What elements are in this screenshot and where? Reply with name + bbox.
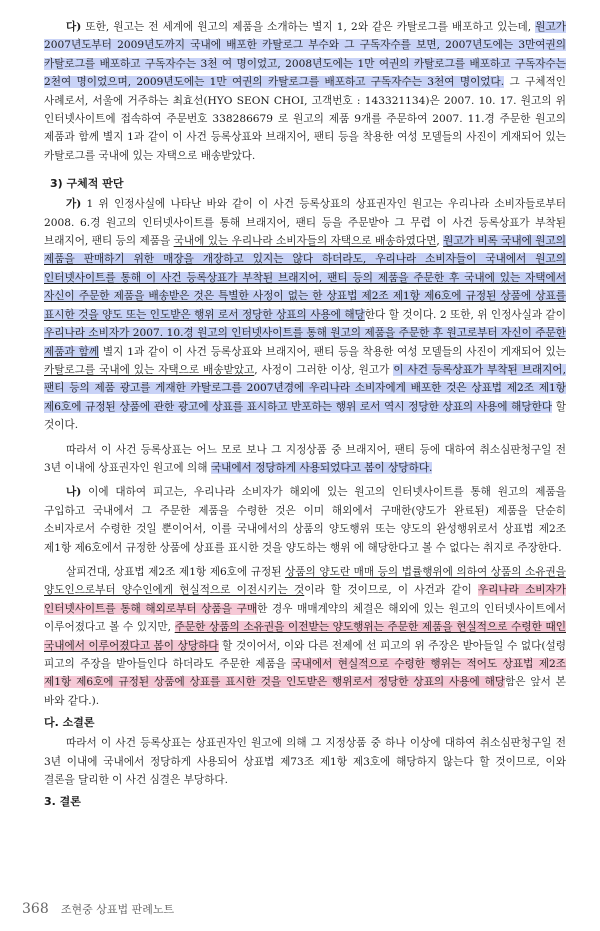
item-marker: 나) [66, 486, 82, 499]
paragraph-sub-conclusion: 따라서 이 사건 등록상표는 상표권자인 원고에 의해 그 지정상품 중 하나 이상에 대하여 취소심판청구일 전 3년 이내에 국내에서 정당하게 사용되어 상표법 제73조 제1항 제3호에 해당하지 않는다 할 것이므로, 이와 결론을 달리한 이 사건 심결은 부당하다. [44, 737, 566, 787]
paragraph-judgment-ga: 가) 1 위 인정사실에 나타난 바와 같이 이 사건 등록상표의 상표권자인 원고는 우리나라 소비자들로부터 2008. 6.경 원고의 인터넷사이트를 통해 브래지어, 팬티 등을 주문받아 그 무렵 이 사건 등록상표가 부착된 브래지어, 팬티 등의 제품을 국내에 있는 우리나라 소비자들의 자택으로 배송하였다면, 원고가 비록 국내에 원고의 제품을 판매하기 위한 매장을 개장하고 있지는 않다 하더라도, 우리나라 소비자들이 국내에서 원고의 인터넷사이트를 통해 이 사건 등록상표가 부착된 브래지어, 팬티 등의 제품을 주문한 후 국내에 있는 자택에서 자신이 주문한 제품을 배송받은 것은 특별한 사정이 없는 한 상표법 제2조 제1항 제6호에 규정된 상품에 상표를 표시한 것을 양도 또는 인도받은 행위 로서 정당한 상표의 사용에 해당한다 할 것이다. 2 또한, 위 인정사실과 같이 우리나라 소비자가 2007. 10.경 원고의 인터넷사이트를 통해 원고의 제품을 주문한 후 원고로부터 자신이 주문한 제품과 함께 별지 1과 같이 이 사건 등록상표와 브래지어, 팬티 등을 착용한 여성 모델들의 사진이 게재되어 있는 카탈로그를 국내에 있는 자택으로 배송받았고, 사정이 그러한 이상, 원고가 이 사건 등록상표가 부착된 브래지어, 팬티 등의 제품 광고를 게재한 카탈로그를 2007년경에 우리나라 소비자에게 배포한 것은 상표법 제2조 제1항 제6호에 규정된 상품에 관한 광고에 상표를 표시하고 반포하는 행위 로서 역시 정당한 상표의 사용에 해당한다 할 것이다. [44, 198, 567, 432]
highlight-pink: 국내에서 현실적으로 수령한 행위는 적어도 상표법 제2조 제1항 제6호에 규정된 상품에 상표를 표시한 것을 인도받은 행위로서 정당한 상표의 사용에 해당 [44, 658, 566, 689]
underline-text: 카탈로그를 국내에 있는 자택으로 배송받았고 [44, 363, 255, 376]
underline-text: 상품의 양도란 매매 등의 법률행위에 의하여 상품의 소유권을 양도인으로부터 양수인에게 현실적으로 이전시키는 것 [44, 565, 566, 597]
item-marker: 가) [66, 198, 82, 211]
paragraph-examination: 살피건대, 상표법 제2조 제1항 제6호에 규정된 상품의 양도란 매매 등의 법률행위에 의하여 상품의 소유권을 양도인으로부터 양수인에게 현실적으로 이전시키는 것이라 할 것이므로, 이 사건과 같이 우리나라 소비자가 인터넷사이트를 통해 해외로부터 상품을 구매한 경우 매매계약의 체결은 해외에 있는 원고의 인터넷사이트에서 이루어졌다고 볼 수 있지만, 주문한 상품의 소유권을 이전받는 양도행위는 주문한 제품을 현실적으로 수령한 때인 국내에서 이루어졌다고 봄이 상당하다 할 것이어서, 이와 다른 전제에 선 피고의 위 주장은 받아들일 수 없다(설령 피고의 주장을 받아들인다 하더라도 주문한 제품을 국내에서 현실적으로 수령한 행위는 적어도 상표법 제2조 제1항 제6호에 규정된 상품에 상표를 표시한 것을 인도받은 행위로서 정당한 상표의 사용에 해당함은 앞서 본 바와 같다.). [44, 565, 567, 707]
paragraph-defendant-claim: 나) 이에 대하여 피고는, 우리나라 소비자가 해외에 있는 원고의 인터넷사이트를 통해 원고의 제품을 구입하고 국내에서 그 주문한 제품을 수령한 것은 이미 해외에서 구매한(양도가 완료된) 제품을 단순히 소비자로서 수령한 것일 뿐이어서, 이를 국내에서의 상품의 양도행위 또는 양도의 완성행위로서 상표법 제2조 제1항 제6호에서 규정한 상품에 상표를 표시한 것을 양도하는 행위 에 해당한다고 볼 수 없다는 취지로 주장한다. [44, 486, 566, 554]
underline-text: 국내에 있는 우리나라 소비자들의 자택으로 배송하였다면 [173, 235, 437, 248]
highlight-blue: 원고가 비록 국내에 원고의 제품을 판매하기 위한 매장을 개장하고 있지는 않다 하더라도, 우리나라 소비자들이 국내에서 원고의 인터넷사이트를 통해 이 사건 등록상표가 부착된 브래지어, 팬티 등의 제품을 주문한 후 국내에 있는 자택에서 자신이 주문한 제품을 배송받은 것은 특별한 사정이 없는 한 상표법 제2조 제1항 제6호에 규정된 상품에 상표를 표시한 것을 양도 또는 인도받은 행위 로서 정당한 상표의 사용에 해당 [44, 235, 566, 321]
paragraph-catalog-distribution: 다) 또한, 원고는 전 세계에 원고의 제품을 소개하는 별지 1, 2와 같은 카탈로그를 배포하고 있는데, 원고가 2007년도부터 2009년도까지 국내에 배포한 카탈로그 부수와 그 구독자수를 보면, 2007년도에는 3만여권의 카탈로그를 배포하고 구독자수는 3천 여 명이었고, 2008년도에는 1만 여권의 카탈로그를 배포하고 구독자수는 2천여 명이었으며, 2009년도에는 1만 여권의 카탈로그를 배포하고 구독자수는 3천여 명이었다. 그 구체적인 사례로서, 서울에 거주하는 최효선(HYO SEON CHOI, 고객번호 : 143321134)은 2007. 10. 17. 원고의 위 인터넷사이트에 접속하여 주문번호 338286679 로 원고의 제품 9개를 주문하여 2007. 11.경 주문한 원고의 제품과 함께 별지 1과 같이 이 사건 등록상표와 브래지어, 팬티 등을 착용한 여성 모델들의 사진이 게재되어 있는 카탈로그를 국내에 있는 자택으로 배송받았다. [44, 21, 566, 162]
book-title: 조현중 상표법 판례노트 [60, 903, 175, 916]
section-heading-conclusion: 3. 결론 [44, 795, 81, 809]
highlight-pink: 우리나라 소비자가 인터넷사이트를 통해 해외로부터 상품을 구매 [44, 584, 567, 615]
item-marker: 다) [66, 21, 82, 33]
highlight-blue: 우리나라 소비자가 2007. 10.경 원고의 인터넷사이트를 통해 원고의 제품을 주문한 후 원고로부터 자신이 주문한 제품과 함께 [44, 327, 566, 358]
section-heading-specific-judgment: 3) 구체적 판단 [50, 177, 124, 191]
highlight-blue: 원고가 2007년도부터 2009년도까지 국내에 배포한 카탈로그 부수와 그 구독자수를 보면, 2007년도에는 3만여권의 카탈로그를 배포하고 구독자수는 3천 여 명이었고, 2008년도에는 1만 여권의 카탈로그를 배포하고 구독자수는 2천여 명이었으며, 2009년도에는 1만 여권의 카탈로그를 배포하고 구독자수는 3천여 명이었다. [44, 21, 566, 89]
highlight-blue: 국내에서 정당하게 사용되었다고 봄이 상당하다. [210, 461, 433, 474]
highlight-blue: 이 사건 등록상표가 부착된 브래지어, 팬티 등의 제품 광고를 게재한 카탈로그를 2007년경에 우리나라 소비자에게 배포한 것은 상표법 제2조 제1항 제6호에 규정된 상품에 관한 광고에 상표를 표시하고 반포하는 행위 로서 역시 정당한 상표의 사용에 해당한다 [44, 363, 567, 413]
paragraph-conclusion-use: 따라서 이 사건 등록상표는 어느 모로 보나 그 지정상품 중 브래지어, 팬티 등에 대하여 취소심판청구일 전 3년 이내에 상표권자인 원고에 의해 국내에서 정당하게 사용되었다고 봄이 상당하다. [44, 443, 566, 474]
section-heading-sub-conclusion: 다. 소결론 [44, 716, 95, 730]
highlight-pink: 주문한 상품의 소유권을 이전받는 양도행위는 주문한 제품을 현실적으로 수령한 때인 국내에서 이루어졌다고 봄이 상당하다 [44, 621, 566, 652]
page-number: 368 [22, 901, 49, 917]
page-footer [22, 901, 174, 917]
